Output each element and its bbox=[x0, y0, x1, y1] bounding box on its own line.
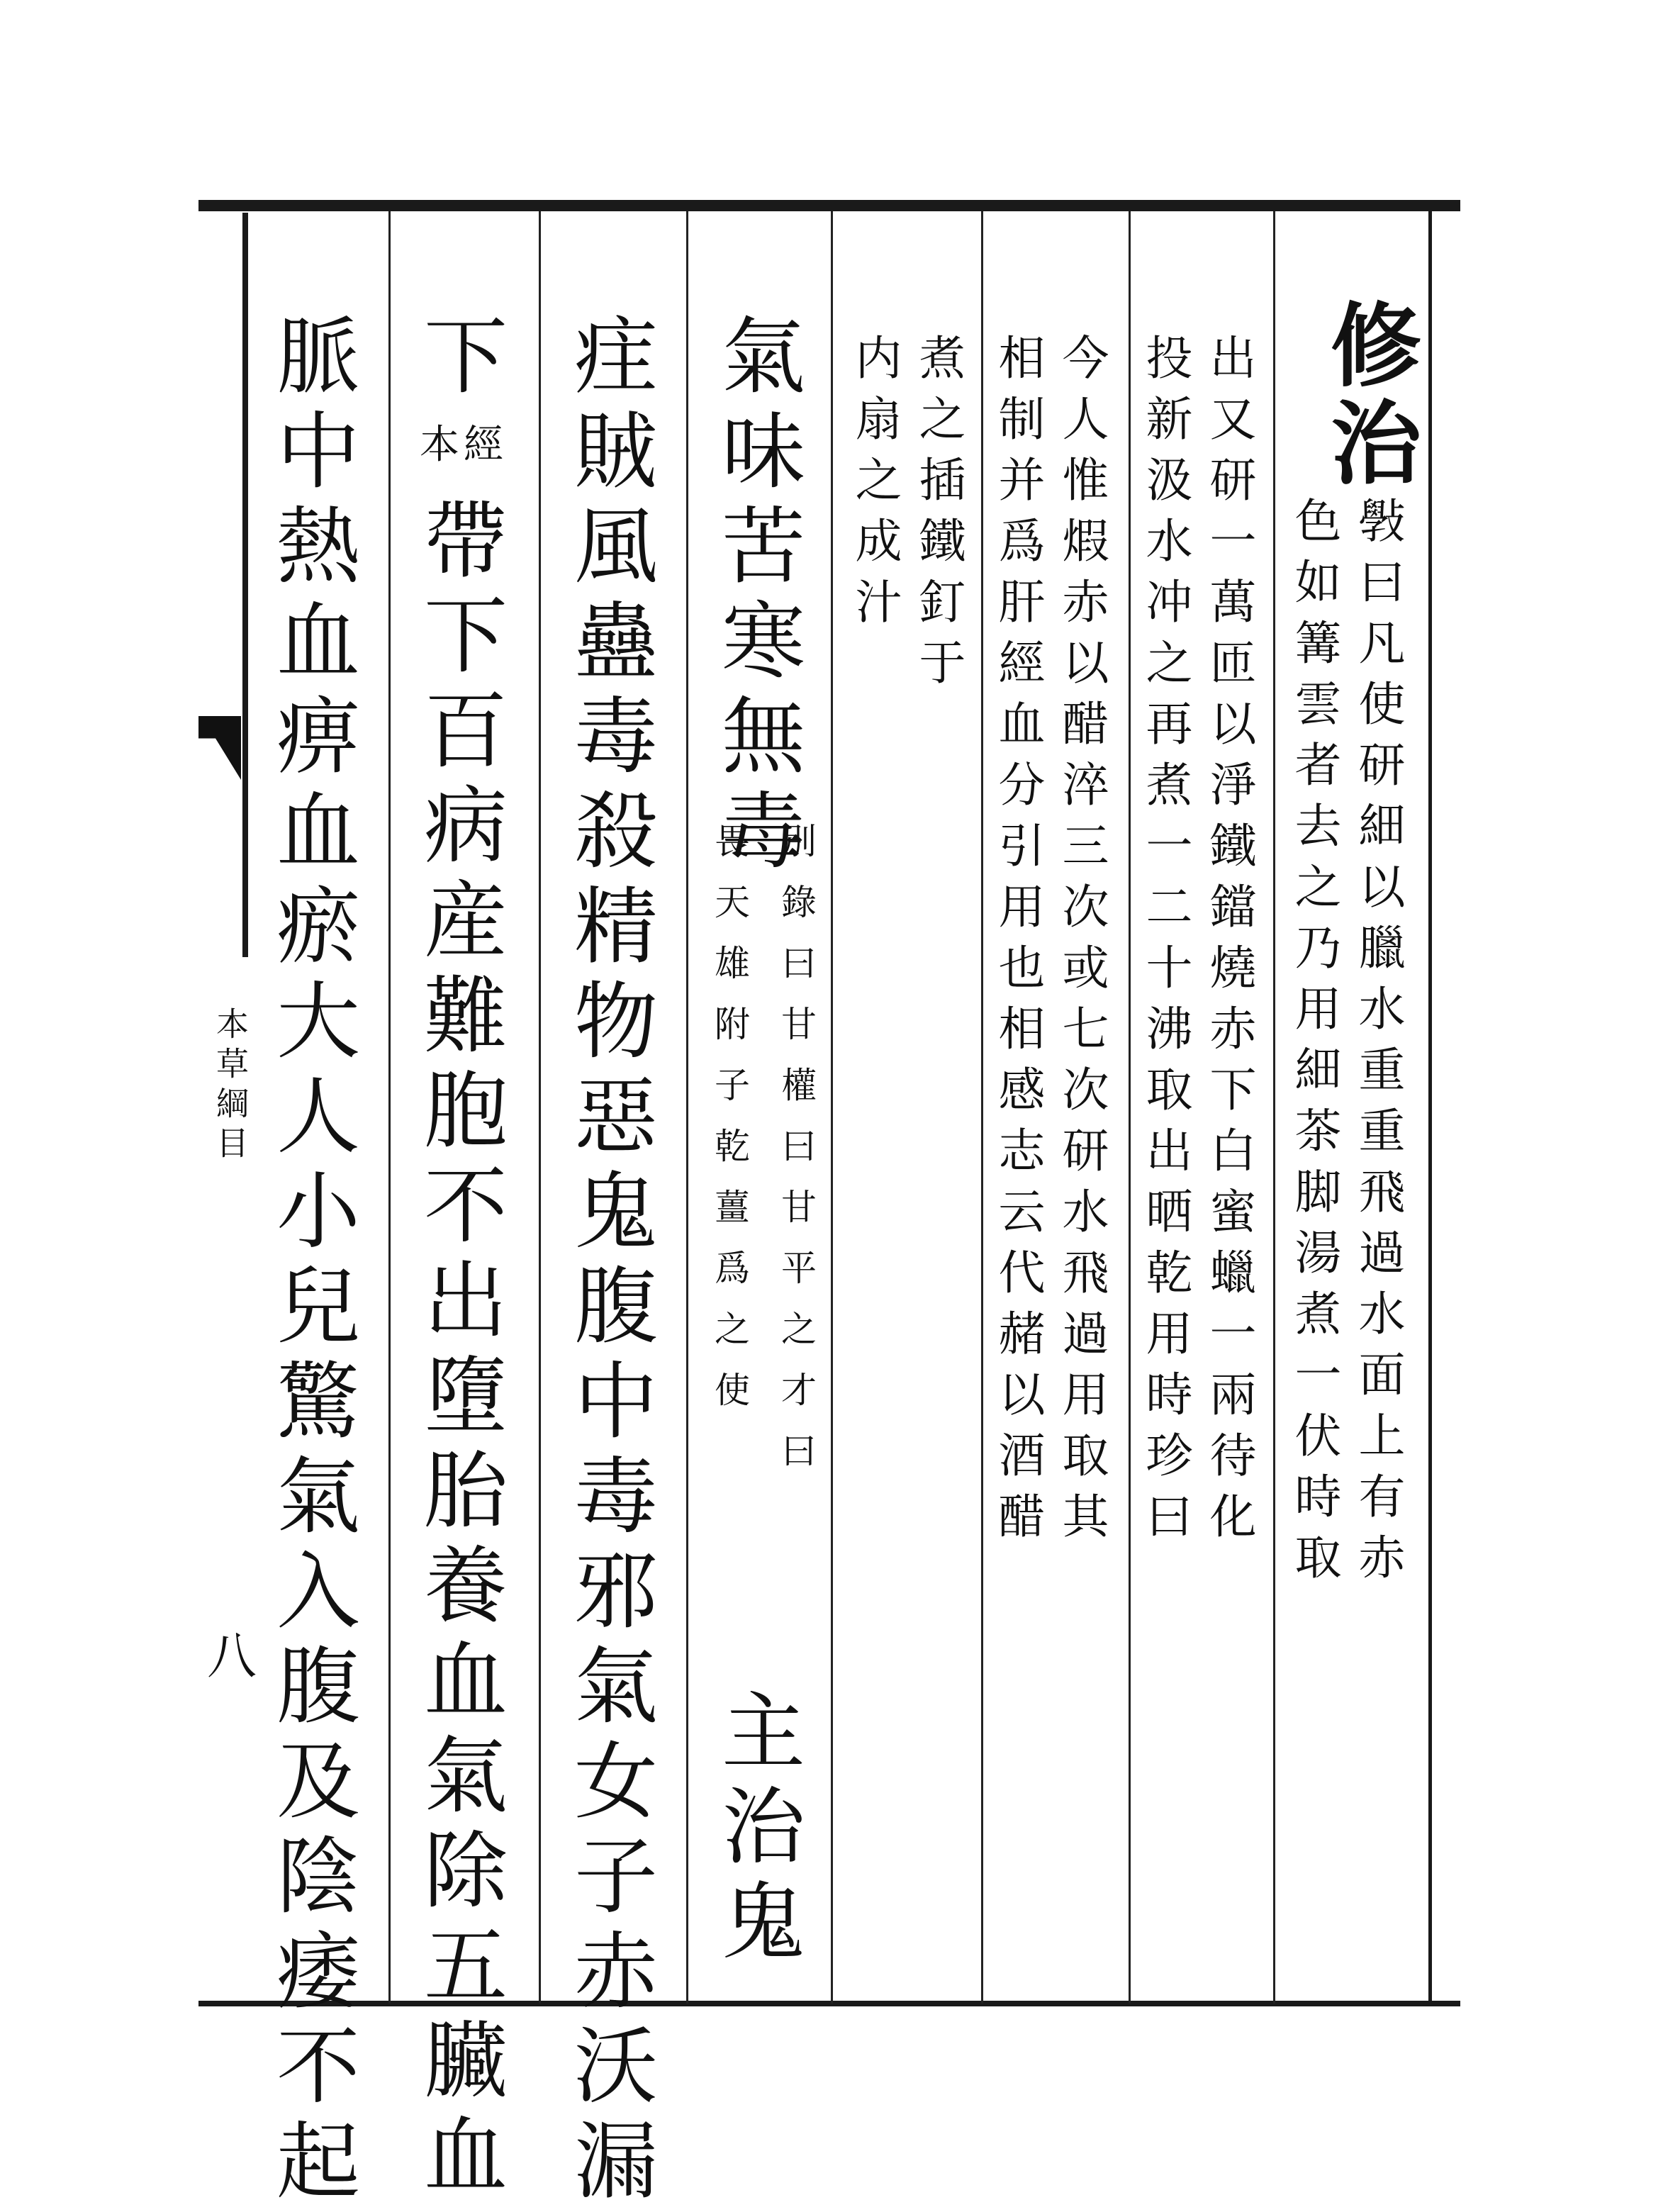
note-line: 畏天雄附子乾薑爲之使 bbox=[709, 822, 750, 1432]
column-divider bbox=[1273, 211, 1275, 2004]
main-text-line: 疰賊風蠱毒殺精物惡鬼腹中毒邪氣女子赤沃漏 bbox=[560, 312, 658, 2212]
column-divider bbox=[539, 211, 541, 2004]
main-text-line: 氣味苦寒無毒 bbox=[707, 312, 805, 882]
note-line: 煮之插鐵釘于 bbox=[911, 333, 965, 699]
note-line: 斅曰凡使研細以臘水重重飛過水面上有赤 bbox=[1350, 496, 1405, 1594]
column-divider bbox=[1129, 211, 1131, 2004]
source-note: 本經 bbox=[420, 422, 508, 468]
bottom-border-rule bbox=[198, 2001, 1460, 2006]
column-divider bbox=[831, 211, 833, 2004]
note-line: 内扇之成汁 bbox=[847, 333, 902, 638]
column-divider bbox=[981, 211, 983, 2004]
top-border-rule bbox=[198, 200, 1460, 211]
fore-edge-margin bbox=[186, 213, 248, 957]
main-text-line: 帶下百病産難胞不出墮胎養血氣除五臟血 bbox=[410, 496, 508, 2206]
main-text-line: 主治鬼 bbox=[707, 1687, 805, 1972]
note-line: 出又研一萬匝以淨鐵鐺燒赤下白蜜蠟一兩待化 bbox=[1202, 333, 1256, 1553]
note-line: 今人惟煆赤以醋淬三次或七次研水飛過用取其 bbox=[1054, 333, 1109, 1553]
section-heading: 修治 bbox=[1315, 298, 1421, 493]
note-line: 別錄曰甘權曰甘平之才曰 bbox=[776, 822, 817, 1493]
note-line: 投新汲水冲之再煮一二十沸取出晒乾用時珍曰 bbox=[1138, 333, 1192, 1553]
page-number: 八 bbox=[207, 1627, 257, 1685]
column-divider bbox=[388, 211, 391, 2004]
column-divider bbox=[686, 211, 688, 2004]
note-line: 相制并爲肝經血分引用也相感志云代赭以酒醋 bbox=[990, 333, 1045, 1553]
note-line: 色如篝雲者去之乃用細茶脚湯煮一伏時取 bbox=[1287, 496, 1341, 1594]
margin-book-title: 本草綱目 bbox=[211, 1007, 250, 1166]
main-text-line: 下 bbox=[410, 312, 508, 407]
main-text-line: 脈中熱血痹血瘀大人小兒驚氣入腹及陰痿不起 bbox=[262, 312, 360, 2212]
